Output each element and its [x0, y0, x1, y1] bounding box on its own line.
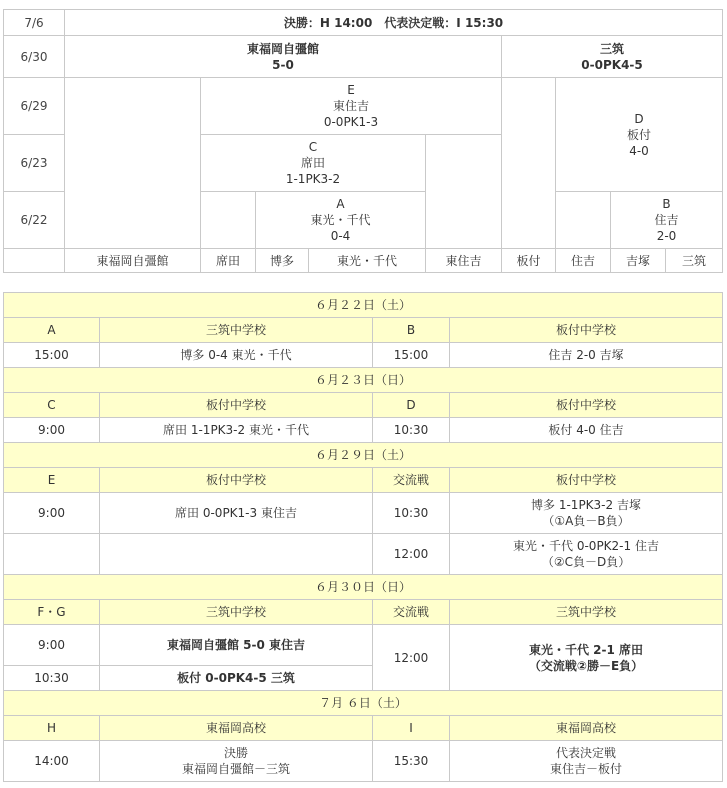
day-title: ６月２２日（土）: [4, 293, 723, 318]
kickoff-time: 15:00: [373, 343, 450, 368]
day-title: ６月３０日（日）: [4, 575, 723, 600]
date-7-6: 7/6: [4, 10, 65, 36]
day-title: ７月 ６日（土）: [4, 691, 723, 716]
kickoff-time: 10:30: [373, 418, 450, 443]
kickoff-time: 12:00: [373, 625, 450, 691]
match-result: 板付 0-0PK4-5 三筑: [100, 666, 373, 691]
match-a: [256, 192, 426, 249]
kickoff-time: 10:30: [4, 666, 100, 691]
result-note: 東福岡自彊館－三筑: [181, 762, 290, 776]
kickoff-time: 10:30: [373, 493, 450, 534]
result-line: 決勝: [223, 746, 248, 760]
date-6-30: 6/30: [4, 36, 65, 78]
match-result: [450, 493, 723, 534]
match-code: B: [373, 318, 450, 343]
match-code: F・G: [4, 600, 100, 625]
team-mushiroda: 席田: [201, 249, 256, 273]
result-note: 東住吉－板付: [550, 762, 623, 776]
match-result: 東福岡自彊館 5-0 東住吉: [100, 625, 373, 666]
venue: 東福岡高校: [100, 716, 373, 741]
result-line: 博多 1-1PK3-2 吉塚: [531, 498, 641, 512]
match-c-score: 1-1PK3-2: [285, 172, 341, 186]
kickoff-time: 9:00: [4, 418, 100, 443]
match-code: I: [373, 716, 450, 741]
match-result: 博多 0-4 東光・千代: [100, 343, 373, 368]
match-c: [201, 135, 426, 192]
match-result: [450, 625, 723, 691]
venue: 三筑中学校: [450, 600, 723, 625]
result-line: 東光・千代 0-0PK2-1 住吉: [513, 539, 659, 553]
match-schedule: [3, 292, 723, 782]
day-title: ６月２９日（土）: [4, 443, 723, 468]
venue: 板付中学校: [450, 393, 723, 418]
team-yoshizuka: 吉塚: [611, 249, 666, 273]
kickoff-time: 12:00: [373, 534, 450, 575]
tournament-bracket: [3, 9, 723, 273]
match-result: 住吉 2-0 吉塚: [450, 343, 723, 368]
match-a-score: 0-4: [330, 229, 351, 243]
team-higashifukuoka: 東福岡自彊館: [65, 249, 201, 273]
venue: 板付中学校: [100, 468, 373, 493]
kickoff-time: 15:00: [4, 343, 100, 368]
match-code: A: [4, 318, 100, 343]
match-code: 交流戦: [373, 468, 450, 493]
match-b-score: 2-0: [656, 229, 677, 243]
match-d-score: 4-0: [629, 143, 649, 158]
bracket-empty-c-right: [426, 135, 502, 249]
team-row-blank: [4, 249, 65, 273]
match-d-label: D: [634, 111, 644, 126]
venue: 三筑中学校: [100, 600, 373, 625]
semi-left-team: 東福岡自彊館: [246, 41, 319, 56]
match-code: 交流戦: [373, 600, 450, 625]
kickoff-time: 9:00: [4, 493, 100, 534]
venue: 板付中学校: [100, 393, 373, 418]
match-b-team: 住吉: [654, 213, 679, 227]
team-higashisumiyoshi: 東住吉: [426, 249, 502, 273]
match-d-team: 板付: [627, 127, 652, 142]
match-a-label: A: [336, 197, 345, 211]
team-mikasa: 三筑: [666, 249, 723, 273]
match-e-label: E: [347, 83, 355, 97]
match-result: 席田 1-1PK3-2 東光・千代: [100, 418, 373, 443]
venue: 三筑中学校: [100, 318, 373, 343]
team-hakata: 博多: [256, 249, 309, 273]
team-toko-chiyo: 東光・千代: [309, 249, 426, 273]
match-code: C: [4, 393, 100, 418]
match-e-score: 0-0PK1-3: [323, 115, 379, 129]
result-note: （②C負－D負）: [541, 555, 631, 569]
result-note: （①A負－B負）: [542, 514, 630, 528]
match-result: [450, 534, 723, 575]
match-result: [450, 741, 723, 782]
match-e: [201, 78, 502, 135]
empty-cell: [4, 534, 100, 575]
team-sumiyoshi: 住吉: [556, 249, 611, 273]
result-note: （交流戦②勝－E負）: [528, 658, 644, 673]
bracket-empty-b-left: [556, 192, 611, 249]
date-6-23: 6/23: [4, 135, 65, 192]
venue: 板付中学校: [450, 468, 723, 493]
kickoff-time: 15:30: [373, 741, 450, 782]
match-result: 席田 0-0PK1-3 東住吉: [100, 493, 373, 534]
semi-left: [65, 36, 502, 78]
match-code: H: [4, 716, 100, 741]
match-c-label: C: [308, 140, 318, 154]
bracket-empty-mid: [502, 78, 556, 249]
semi-left-score: 5-0: [272, 57, 294, 72]
match-d: [556, 78, 723, 192]
kickoff-time: 14:00: [4, 741, 100, 782]
date-6-22: 6/22: [4, 192, 65, 249]
team-itazuke: 板付: [502, 249, 556, 273]
venue: 東福岡高校: [450, 716, 723, 741]
kickoff-time: 9:00: [4, 625, 100, 666]
semi-right: [502, 36, 723, 78]
match-a-team: 東光・千代: [310, 213, 371, 227]
final-header: 決勝：H 14:00 代表決定戦：I 15:30: [65, 10, 723, 36]
match-b: [611, 192, 723, 249]
match-e-team: 東住吉: [332, 99, 369, 113]
match-result: 板付 4-0 住吉: [450, 418, 723, 443]
empty-cell: [100, 534, 373, 575]
day-title: ６月２３日（日）: [4, 368, 723, 393]
match-code: D: [373, 393, 450, 418]
semi-right-team: 三筑: [600, 41, 625, 56]
semi-right-score: 0-0PK4-5: [581, 57, 643, 72]
match-b-label: B: [662, 197, 671, 211]
bracket-empty-left: [65, 78, 201, 249]
bracket-empty-a-left: [201, 192, 256, 249]
venue: 板付中学校: [450, 318, 723, 343]
match-code: E: [4, 468, 100, 493]
match-result: [100, 741, 373, 782]
match-c-team: 席田: [300, 156, 325, 170]
date-6-29: 6/29: [4, 78, 65, 135]
result-line: 代表決定戦: [556, 746, 617, 760]
result-line: 東光・千代 2-1 席田: [528, 642, 644, 657]
